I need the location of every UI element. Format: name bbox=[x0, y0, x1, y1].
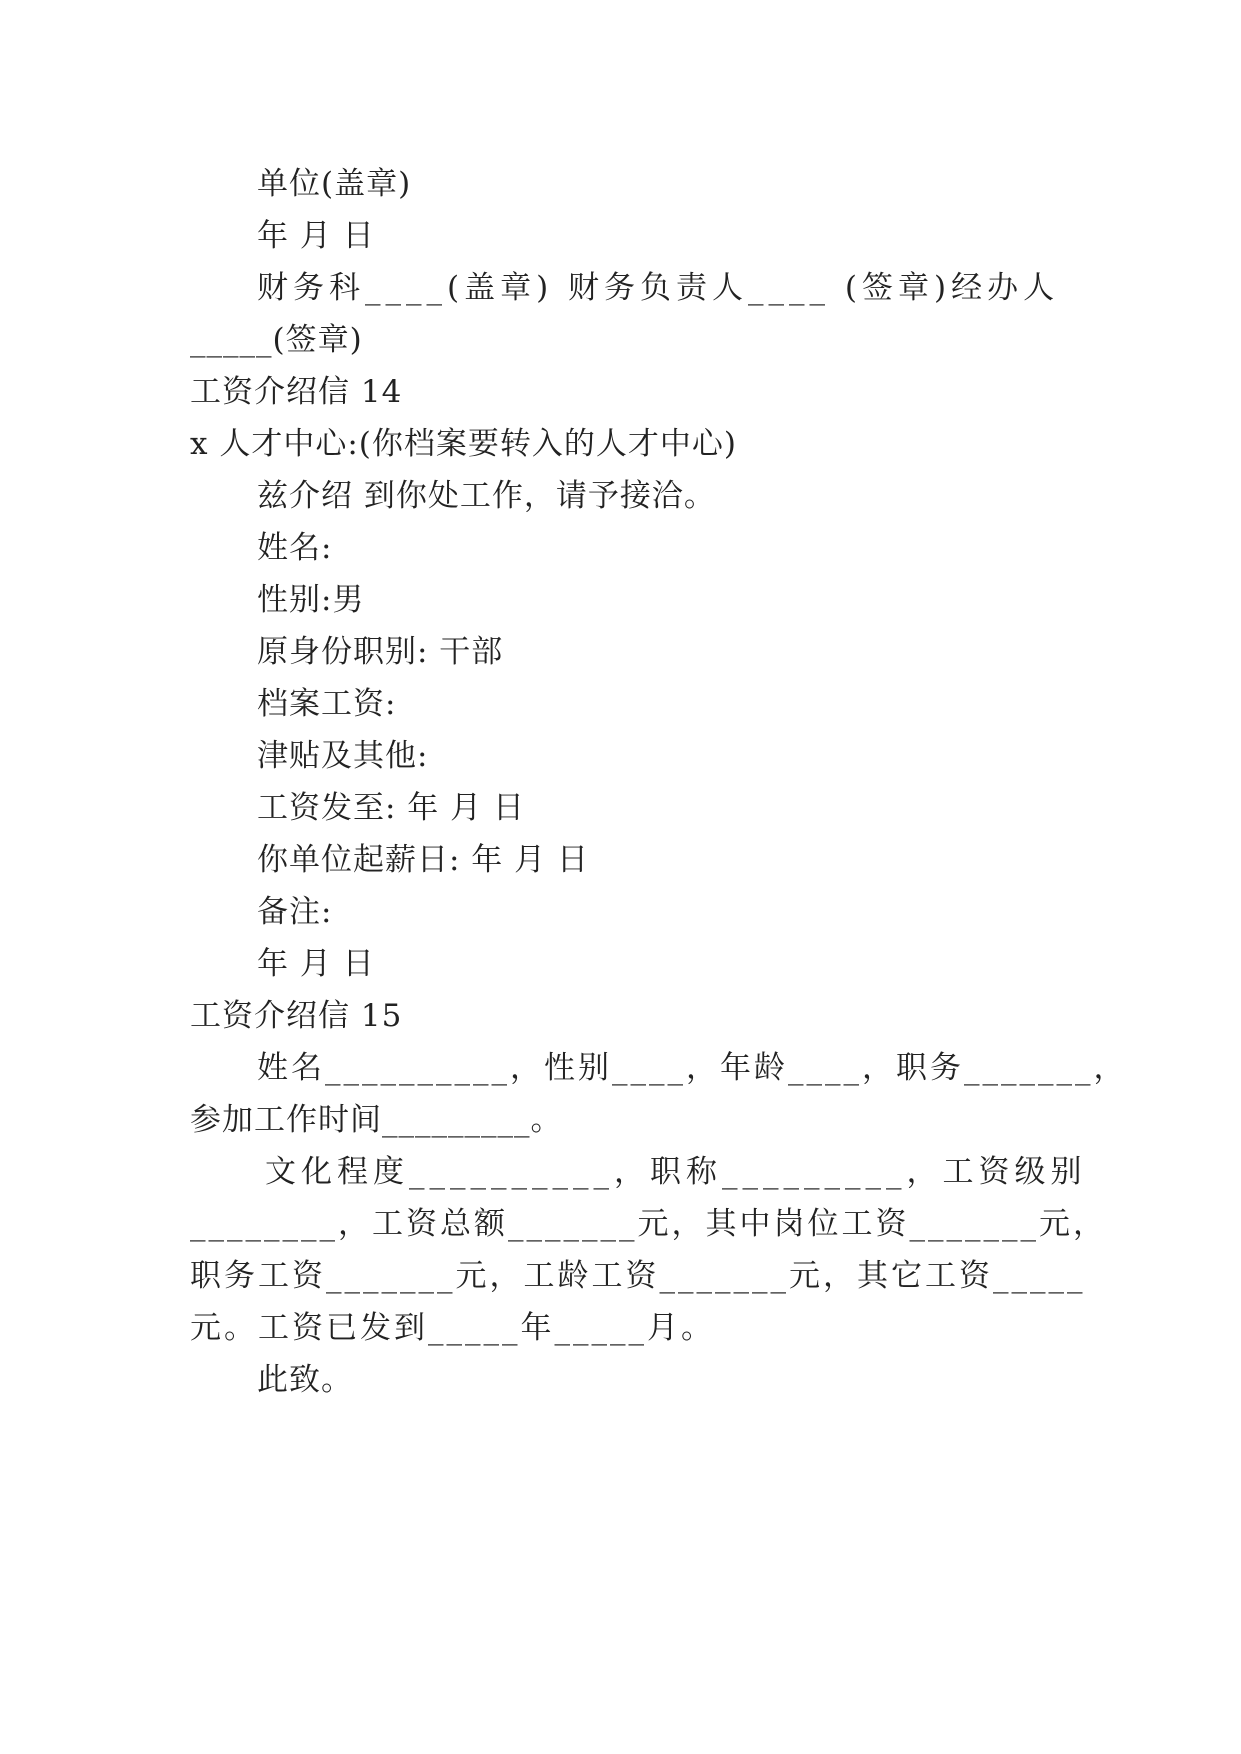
personal-info-line: 姓名__________，性别____，年龄____，职务_______， bbox=[257, 1050, 1128, 1086]
date-line: 年 月 日 bbox=[257, 218, 375, 254]
section-title-15: 工资介绍信 15 bbox=[190, 998, 403, 1034]
education-title-line: 文化程度__________，职称_________，工资级别 bbox=[265, 1154, 1087, 1190]
finance-signature-line: 财务科____(盖章) 财务负责人____ (签章)经办人 bbox=[257, 270, 1060, 306]
salary-paid-date-line: 元。工资已发到_____年_____月。 bbox=[190, 1310, 715, 1346]
remarks-field: 备注: bbox=[257, 894, 333, 930]
work-start-line: 参加工作时间_________。 bbox=[190, 1102, 563, 1138]
original-position-field: 原身份职别: 干部 bbox=[257, 634, 504, 670]
gender-field: 性别:男 bbox=[257, 582, 365, 618]
salary-total-line: ________，工资总额_______元，其中岗位工资_______元， bbox=[190, 1206, 1107, 1242]
salary-breakdown-line: 职务工资_______元，工龄工资_______元，其它工资_____ bbox=[190, 1258, 1086, 1294]
archived-salary-field: 档案工资: bbox=[257, 686, 397, 722]
date-line-2: 年 月 日 bbox=[257, 946, 375, 982]
name-field: 姓名: bbox=[257, 530, 333, 566]
recipient-line: x 人才中心:(你档案要转入的人才中心) bbox=[190, 426, 737, 462]
closing-line: 此致。 bbox=[257, 1362, 353, 1398]
introduction-line: 兹介绍 到你处工作，请予接洽。 bbox=[257, 478, 716, 514]
allowance-field: 津贴及其他: bbox=[257, 738, 429, 774]
handler-signature-line: _____(签章) bbox=[190, 322, 363, 358]
seal-unit-line: 单位(盖章) bbox=[257, 166, 412, 202]
start-salary-date-field: 你单位起薪日: 年 月 日 bbox=[257, 842, 590, 878]
section-title-14: 工资介绍信 14 bbox=[190, 374, 403, 410]
salary-paid-until-field: 工资发至: 年 月 日 bbox=[257, 790, 526, 826]
